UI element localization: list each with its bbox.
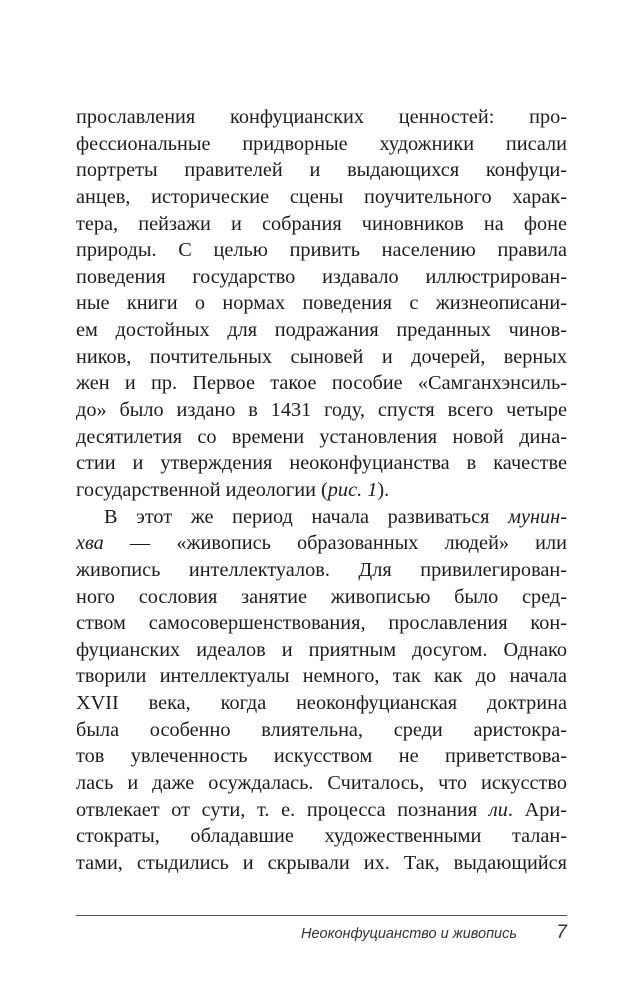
text-line: лась и даже осуждалась. Считалось, что искусство: [76, 772, 567, 795]
text-line: ного сословия занятие живописью было сред-: [76, 585, 567, 608]
text-line: ством самосовершенствования, прославления кон-: [76, 612, 567, 635]
text-run: ).: [377, 478, 390, 501]
text-line: [76, 477, 567, 504]
text-line: творили интеллектуалы немного, так как до начала: [76, 665, 567, 688]
text-line: десятилетия со времени установления новой дина-: [76, 425, 567, 448]
text-line: тов увлеченность искусством не приветствова-: [76, 745, 567, 768]
italic-term: хва: [76, 532, 104, 555]
running-head: Неоконфуцианство и живопись: [301, 926, 517, 942]
text-line: до» было издано в 1431 году, спустя всего четыре: [76, 399, 567, 422]
italic-term: ли: [488, 798, 508, 821]
text-line: [76, 530, 567, 557]
text-line: фессиональные придворные художники писали: [76, 132, 567, 155]
text-line: была особенно влиятельна, среди аристокра-: [76, 718, 567, 741]
text-line: тами, стыдились и скрывали их. Так, выдающийся: [76, 851, 567, 874]
text-line: живопись интеллектуалов. Для привилегирован-: [76, 558, 567, 581]
text-run: — «живопись образованных людей» или: [103, 532, 567, 555]
text-run: отвлекает от сути, т. е. процесса познания: [76, 798, 489, 821]
italic-term: мунин-: [508, 505, 567, 528]
text-run: В этот же период начала развиваться: [104, 505, 509, 528]
text-line: природы. С целью привить населению правила: [76, 239, 567, 262]
body-text: [76, 104, 567, 877]
text-line: тера, пейзажи и собрания чиновников на фоне: [76, 212, 567, 235]
text-line: портреты правителей и выдающихся конфуци-: [76, 159, 567, 182]
text-line: [76, 504, 567, 531]
text-line: XVII века, когда неоконфуцианская доктрина: [76, 692, 567, 715]
text-run: государственной идеологии (: [76, 478, 328, 501]
text-line: ников, почтительных сыновей и дочерей, верных: [76, 345, 567, 368]
text-line: ем достойных для подражания преданных чинов-: [76, 319, 567, 342]
footer-divider: [76, 915, 567, 916]
text-line: поведения государство издавало иллюстрирован-: [76, 265, 567, 288]
text-line: [76, 797, 567, 824]
paragraph-2: [76, 504, 567, 877]
paragraph-1: [76, 104, 567, 504]
text-run: . Ари-: [507, 798, 567, 821]
text-line: прославления конфуцианских ценностей: про-: [76, 106, 567, 128]
figure-reference: рис. 1: [327, 478, 378, 501]
text-line: фуцианских идеалов и приятным досугом. Однако: [76, 638, 567, 661]
text-line: жен и пр. Первое такое пособие «Самганхэнсиль-: [76, 372, 567, 395]
page-number: 7: [556, 922, 567, 943]
text-line: анцев, исторические сцены поучительного харак-: [76, 185, 567, 208]
text-line: стократы, обладавшие художественными талан-: [76, 825, 567, 848]
text-line: ные книги о нормах поведения с жизнеописани-: [76, 292, 567, 315]
text-line: стии и утверждения неоконфуцианства в качестве: [76, 452, 567, 475]
